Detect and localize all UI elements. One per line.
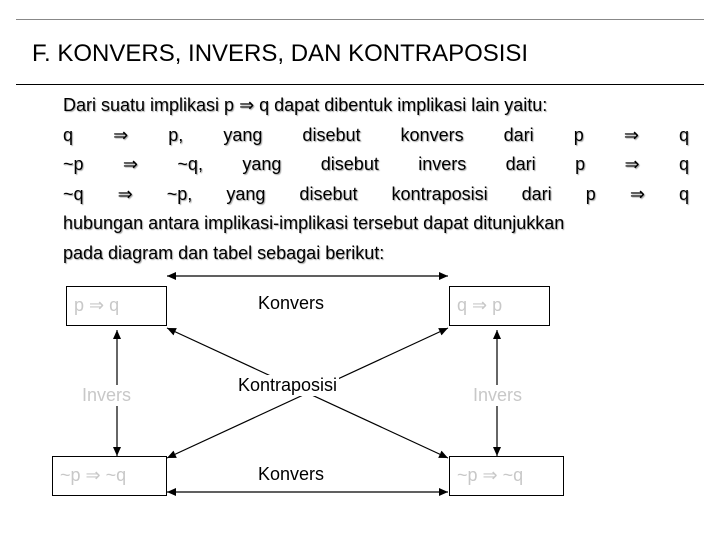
label-invers-right: Invers — [473, 385, 523, 405]
label-konvers-bottom: Konvers — [258, 464, 325, 484]
label-konvers-top: Konvers — [258, 293, 325, 313]
page-title: F. KONVERS, INVERS, DAN KONTRAPOSISI — [32, 40, 529, 67]
box-notp-implies-notq-left: ~p ⇒ ~q — [52, 456, 167, 496]
box-q-implies-p: q ⇒ p — [449, 286, 550, 326]
para-line-5: hubungan antara implikasi-implikasi tersebut dapat ditunjukkan — [63, 213, 565, 234]
label-kontraposisi: Kontraposisi — [238, 375, 338, 395]
para-line-6: pada diagram dan tabel sebagai berikut: — [63, 242, 385, 263]
para-line-1: Dari suatu implikasi p ⇒ q dapat dibentuk implikasi lain yaitu: — [63, 95, 548, 115]
label-invers-left: Invers — [82, 385, 132, 405]
para-line-2: q ⇒ p, yang disebut konvers dari p ⇒ q — [63, 124, 689, 145]
box-notp-implies-notq-right: ~p ⇒ ~q — [449, 456, 564, 496]
para-line-4: ~q ⇒ ~p, yang disebut kontraposisi dari p ⇒ q — [63, 183, 689, 204]
para-line-3: ~p ⇒ ~q, yang disebut invers dari p ⇒ q — [63, 154, 689, 175]
box-p-implies-q: p ⇒ q — [66, 286, 167, 326]
